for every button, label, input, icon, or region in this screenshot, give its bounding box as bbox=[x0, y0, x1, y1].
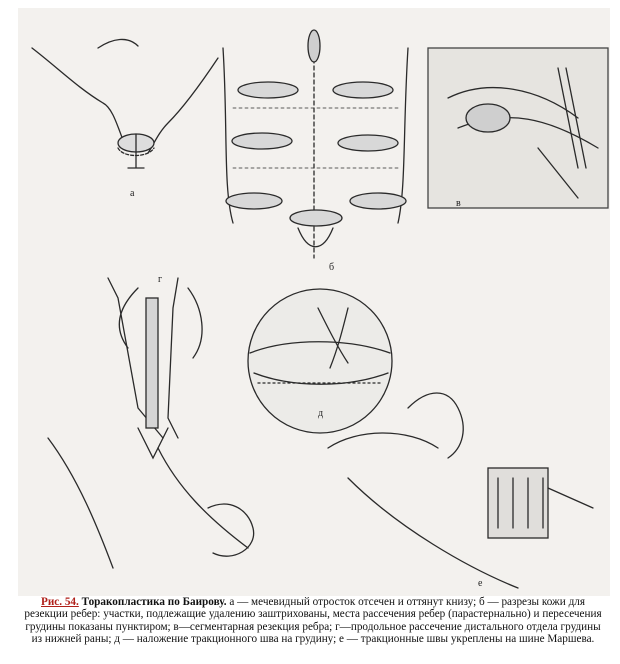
panel-label-v: в bbox=[456, 198, 461, 209]
panel-b-drawing bbox=[223, 30, 408, 258]
figure-plate bbox=[18, 8, 610, 596]
figure-number: Рис. 54. bbox=[41, 596, 79, 608]
panel-label-a: а bbox=[130, 188, 135, 199]
panel-label-d: д bbox=[318, 408, 324, 419]
panel-label-e: е bbox=[478, 578, 483, 589]
panel-label-b: б bbox=[329, 262, 335, 273]
surgical-illustrations bbox=[18, 8, 610, 596]
figure-title: Торакопластика по Баирову. bbox=[81, 596, 227, 608]
figure-caption bbox=[20, 596, 606, 646]
figure-caption-body: а — мечевидный отросток отсечен и оттянут книзу; б — разрезы кожи для резекции ребер: участки, подлежащие удалению заштрихованы, места рассечения ребер (парастернально) и пересечения грудины показаны пунктиром; в—сегментарная резекция ребра; г—продольное рассечение дистального отдела грудины из нижней раны; д — наложение тракционного шва на грудину; е — тракционные швы укреплены на шине Маршева. bbox=[24, 596, 602, 646]
panel-a-drawing bbox=[32, 39, 218, 168]
panel-label-g: г bbox=[158, 274, 163, 285]
panel-v-drawing bbox=[428, 48, 608, 208]
panel-g-drawing bbox=[48, 278, 254, 568]
panel-e-drawing bbox=[328, 393, 593, 588]
